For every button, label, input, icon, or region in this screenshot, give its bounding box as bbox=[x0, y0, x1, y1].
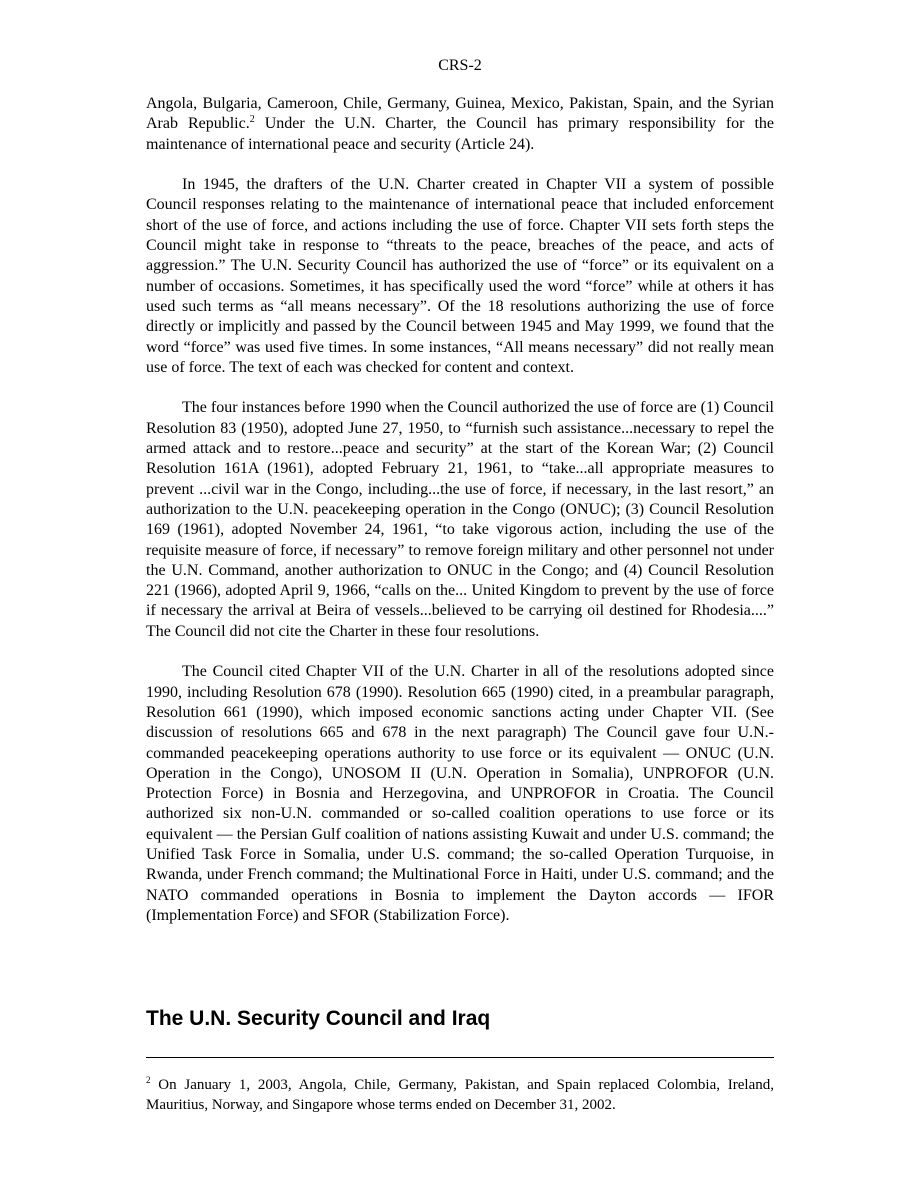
footnote-number: 2 bbox=[146, 1075, 151, 1085]
footnote-divider bbox=[146, 1057, 774, 1058]
body-text bbox=[146, 94, 774, 946]
paragraph-1-text-continued: Under the U.N. Charter, the Council has primary responsibility for the maintenance of international peace and security (Article 24). bbox=[146, 115, 774, 153]
footnote-ref[interactable]: 2 bbox=[249, 114, 255, 126]
section-heading: The U.N. Security Council and Iraq bbox=[146, 1007, 491, 1030]
paragraph-1-text: Angola, Bulgaria, Cameroon, Chile, Germany, Guinea, Mexico, Pakistan, Spain, and the Syrian Arab Republic. bbox=[146, 95, 774, 133]
paragraph-1 bbox=[146, 94, 774, 155]
paragraph-4: The Council cited Chapter VII of the U.N. Charter in all of the resolutions adopted since 1990, including Resolution 678 (1990). Resolution 665 (1990) cited, in a preambular paragraph, Resolution 661 (1990), which imposed economic sanctions acting under Chapter VII. (See discussion of resolutions 665 and 678 in the next paragraph) The Council gave four U.N.-commanded peacekeeping operations authority to use force or its equivalent — ONUC (U.N. Operation in the Congo), UNOSOM II (U.N. Operation in Somalia), UNPROFOR (U.N. Protection Force) in Bosnia and Herzegovina, and UNPROFOR in Croatia. The Council authorized six non-U.N. commanded or so-called coalition operations to use force or its equivalent — the Persian Gulf coalition of nations assisting Kuwait and under U.S. command; the Unified Task Force in Somalia, under U.S. command; the so-called Operation Turquoise, in Rwanda, under French command; the Multinational Force in Haiti, under U.S. command; and the NATO commanded operations in Bosnia to implement the Dayton accords — IFOR (Implementation Force) and SFOR (Stabilization Force). bbox=[146, 663, 774, 924]
page-header: CRS-2 bbox=[438, 57, 482, 74]
footnote-text: On January 1, 2003, Angola, Chile, Germany, Pakistan, and Spain replaced Colombia, Ireland, Mauritius, Norway, and Singapore whose terms ended on December 31, 2002. bbox=[146, 1077, 774, 1113]
footnote bbox=[146, 1075, 774, 1115]
paragraph-2: In 1945, the drafters of the U.N. Charter created in Chapter VII a system of possible Council responses relating to the maintenance of international peace that included enforcement short of the use of force, and actions including the use of force. Chapter VII sets forth steps the Council might take in response to “threats to the peace, breaches of the peace, and acts of aggression.” The U.N. Security Council has authorized the use of “force” or its equivalent on a number of occasions. Sometimes, it has specifically used the word “force” while at others it has used such terms as “all means necessary”. Of the 18 resolutions authorizing the use of force directly or implicitly and passed by the Council between 1945 and May 1999, we found that the word “force” was used five times. In some instances, “All means necessary” did not really mean use of force. The text of each was checked for content and context. bbox=[146, 176, 774, 376]
paragraph-3: The four instances before 1990 when the Council authorized the use of force are (1) Council Resolution 83 (1950), adopted June 27, 1950, to “furnish such assistance...necessary to repel the armed attack and to restore...peace and security” at the start of the Korean War; (2) Council Resolution 161A (1961), adopted February 21, 1961, to “take...all appropriate measures to prevent ...civil war in the Congo, including...the use of force, if necessary, in the last resort,” an authorization to the U.N. peacekeeping operation in the Congo (ONUC); (3) Council Resolution 169 (1961), adopted November 24, 1961, “to take vigorous action, including the use of the requisite measure of force, if necessary” to remove foreign military and other personnel not under the U.N. Command, another authorization to ONUC in the Congo; and (4) Council Resolution 221 (1966), adopted April 9, 1966, “calls on the... United Kingdom to prevent by the use of force if necessary the arrival at Beira of vessels...believed to be carrying oil destined for Rhodesia....” The Council did not cite the Charter in these four resolutions. bbox=[146, 399, 774, 640]
